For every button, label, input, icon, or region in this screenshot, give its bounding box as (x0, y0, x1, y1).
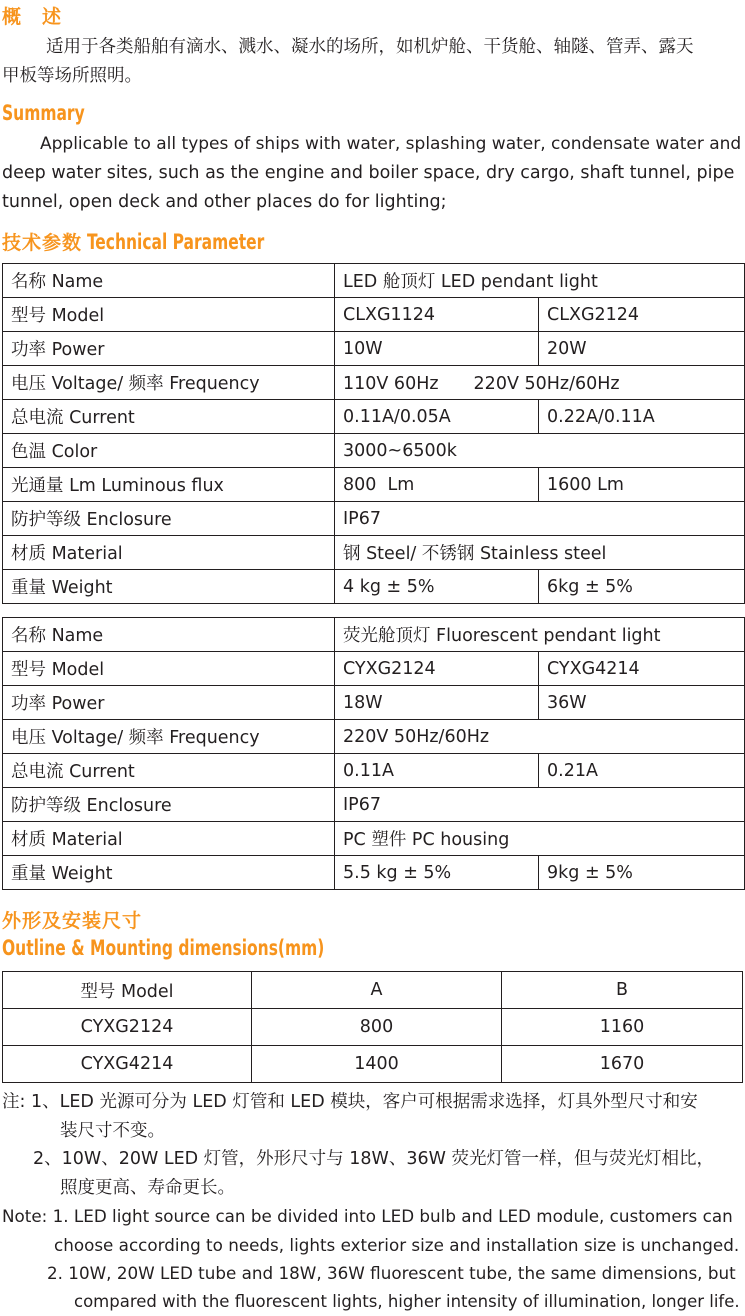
row-value: CLXG2124 (539, 298, 745, 332)
row-label: 电压 Voltage/ 频率 Frequency (3, 720, 335, 754)
table-row (3, 264, 745, 298)
led-spec-table (2, 263, 745, 604)
table-cell: CYXG2124 (3, 1009, 252, 1046)
column-header: B (502, 972, 743, 1009)
row-value: 1600 Lm (539, 468, 745, 502)
row-label: 名称 Name (3, 618, 335, 652)
row-value: 4 kg ± 5% (335, 570, 539, 604)
note-cn-1-line-1: 注: 1、LED 光源可分为 LED 灯管和 LED 模块，客户可根据需求选择，灯具外型尺寸和安 (2, 1092, 698, 1112)
table-row (3, 1046, 743, 1083)
row-value: 9kg ± 5% (539, 856, 745, 890)
table-header-row (3, 972, 743, 1009)
row-value: 5.5 kg ± 5% (335, 856, 539, 890)
table-row (3, 468, 745, 502)
table-cell: 1160 (502, 1009, 743, 1046)
table-cell: 800 (252, 1009, 502, 1046)
table-row (3, 536, 745, 570)
row-label: 总电流 Current (3, 754, 335, 788)
note-cn-2-line-2: 照度更高、寿命更长。 (60, 1178, 235, 1198)
row-label: 名称 Name (3, 264, 335, 298)
row-label: 光通量 Lm Luminous flux (3, 468, 335, 502)
column-header: 型号 Model (3, 972, 252, 1009)
table-row (3, 298, 745, 332)
table-cell: CYXG4214 (3, 1046, 252, 1083)
row-value: 800 Lm (335, 468, 539, 502)
row-value: 220V 50Hz/60Hz (335, 720, 745, 754)
row-label: 重量 Weight (3, 856, 335, 890)
summary-line-3: tunnel, open deck and other places do for lighting; (2, 192, 447, 212)
overview-line-1: 适用于各类船舶有滴水、溅水、凝水的场所，如机炉舱、干货舱、轴隧、管弄、露天 (46, 37, 694, 57)
tech-heading-en: Technical Parameter (87, 230, 265, 254)
row-value: LED 舱顶灯 LED pendant light (335, 264, 745, 298)
row-value: IP67 (335, 502, 745, 536)
row-label: 型号 Model (3, 298, 335, 332)
table-row (3, 822, 745, 856)
row-label: 色温 Color (3, 434, 335, 468)
table-row (3, 618, 745, 652)
summary-line-2: deep water sites, such as the engine and boiler space, dry cargo, shaft tunnel, pipe (2, 163, 735, 183)
table-cell: 1670 (502, 1046, 743, 1083)
note-cn-2-line-1: 2、10W、20W LED 灯管，外形尺寸与 18W、36W 荧光灯管一样，但与荧光灯相比， (33, 1149, 714, 1169)
row-label: 防护等级 Enclosure (3, 502, 335, 536)
outline-heading-cn: 外形及安装尺寸 (2, 910, 143, 932)
row-value: IP67 (335, 788, 745, 822)
table-row (3, 754, 745, 788)
note-cn-1-line-2: 装尺寸不变。 (60, 1121, 165, 1141)
table-row (3, 652, 745, 686)
row-value: 荧光舱顶灯 Fluorescent pendant light (335, 618, 745, 652)
tech-heading-cn: 技术参数 (2, 232, 83, 254)
row-value: 6kg ± 5% (539, 570, 745, 604)
table-row (3, 1009, 743, 1046)
table-row (3, 686, 745, 720)
tech-heading (2, 228, 303, 255)
row-value: 20W (539, 332, 745, 366)
outline-heading-en: Outline & Mounting dimensions(mm) (2, 936, 325, 960)
overview-line-2: 甲板等场所照明。 (2, 66, 142, 86)
fluorescent-spec-table (2, 617, 745, 890)
table-row (3, 720, 745, 754)
table-row (3, 570, 745, 604)
row-label: 电压 Voltage/ 频率 Frequency (3, 366, 335, 400)
row-value: PC 塑件 PC housing (335, 822, 745, 856)
row-label: 功率 Power (3, 332, 335, 366)
row-value: 10W (335, 332, 539, 366)
row-label: 材质 Material (3, 822, 335, 856)
column-header: A (252, 972, 502, 1009)
row-label: 总电流 Current (3, 400, 335, 434)
overview-heading: 概 述 (2, 6, 63, 28)
table-row (3, 400, 745, 434)
row-label: 材质 Material (3, 536, 335, 570)
dimensions-table (2, 971, 743, 1083)
row-value: 0.21A (539, 754, 745, 788)
row-value: 0.22A/0.11A (539, 400, 745, 434)
row-label: 功率 Power (3, 686, 335, 720)
row-value: 0.11A (335, 754, 539, 788)
note-en-1-line-1: Note: 1. LED light source can be divided into LED bulb and LED module, customers can (2, 1206, 733, 1226)
row-value: 3000~6500k (335, 434, 745, 468)
table-row (3, 366, 745, 400)
row-value: 36W (539, 686, 745, 720)
row-value: 110V 60Hz 220V 50Hz/60Hz (335, 366, 745, 400)
note-en-1-line-2: choose according to needs, lights exterior size and installation size is unchanged. (54, 1235, 740, 1255)
summary-heading: Summary (2, 101, 85, 125)
row-value: 18W (335, 686, 539, 720)
row-value: 0.11A/0.05A (335, 400, 539, 434)
row-value: CLXG1124 (335, 298, 539, 332)
row-label: 重量 Weight (3, 570, 335, 604)
table-row (3, 856, 745, 890)
row-label: 型号 Model (3, 652, 335, 686)
note-en-2-line-1: 2. 10W, 20W LED tube and 18W, 36W fluorescent tube, the same dimensions, but (47, 1263, 736, 1283)
row-label: 防护等级 Enclosure (3, 788, 335, 822)
table-row (3, 788, 745, 822)
table-row (3, 434, 745, 468)
row-value: CYXG2124 (335, 652, 539, 686)
row-value: 钢 Steel/ 不锈钢 Stainless steel (335, 536, 745, 570)
note-en-2-line-2: compared with the fluorescent lights, higher intensity of illumination, longer life. (74, 1292, 740, 1311)
table-row (3, 332, 745, 366)
table-row (3, 502, 745, 536)
summary-line-1: Applicable to all types of ships with water, splashing water, condensate water and (40, 134, 742, 154)
table-cell: 1400 (252, 1046, 502, 1083)
row-value: CYXG4214 (539, 652, 745, 686)
